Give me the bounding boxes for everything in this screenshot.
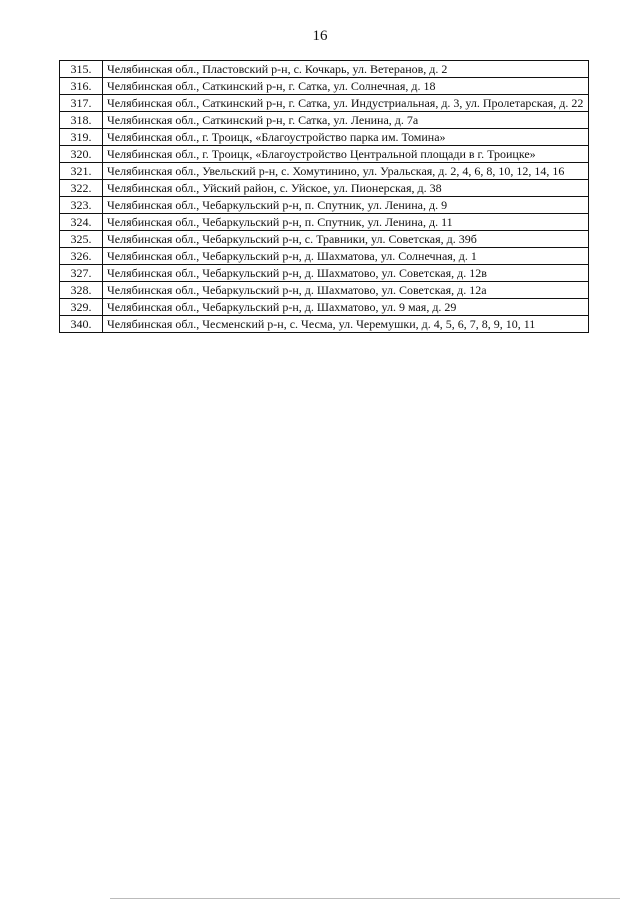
table-row <box>60 163 589 180</box>
row-address: Челябинская обл., Саткинский р-н, г. Сатка, ул. Ленина, д. 7а <box>103 112 589 129</box>
table-row <box>60 146 589 163</box>
row-number: 317. <box>60 95 103 112</box>
row-number: 319. <box>60 129 103 146</box>
row-number: 320. <box>60 146 103 163</box>
row-number: 328. <box>60 282 103 299</box>
row-address: Челябинская обл., Саткинский р-н, г. Сатка, ул. Солнечная, д. 18 <box>103 78 589 95</box>
row-number: 324. <box>60 214 103 231</box>
table-row <box>60 78 589 95</box>
row-address: Челябинская обл., Чебаркульский р-н, д. Шахматова, ул. Солнечная, д. 1 <box>103 248 589 265</box>
row-number: 323. <box>60 197 103 214</box>
row-number: 322. <box>60 180 103 197</box>
row-address: Челябинская обл., Чебаркульский р-н, п. Спутник, ул. Ленина, д. 9 <box>103 197 589 214</box>
row-address: Челябинская обл., г. Троицк, «Благоустройство парка им. Томина» <box>103 129 589 146</box>
row-address: Челябинская обл., Чебаркульский р-н, д. Шахматово, ул. Советская, д. 12в <box>103 265 589 282</box>
row-address: Челябинская обл., Чебаркульский р-н, д. Шахматово, ул. 9 мая, д. 29 <box>103 299 589 316</box>
row-address: Челябинская обл., Саткинский р-н, г. Сатка, ул. Индустриальная, д. 3, ул. Пролетарская, д. 22 <box>103 95 589 112</box>
row-address: Челябинская обл., Чебаркульский р-н, п. Спутник, ул. Ленина, д. 11 <box>103 214 589 231</box>
table-row <box>60 265 589 282</box>
row-number: 315. <box>60 61 103 78</box>
table-row <box>60 231 589 248</box>
row-address: Челябинская обл., Увельский р-н, с. Хомутинино, ул. Уральская, д. 2, 4, 6, 8, 10, 12, 14, 16 <box>103 163 589 180</box>
scan-edge-line <box>110 898 620 899</box>
row-address: Челябинская обл., Чесменский р-н, с. Чесма, ул. Черемушки, д. 4, 5, 6, 7, 8, 9, 10, 11 <box>103 316 589 333</box>
row-number: 325. <box>60 231 103 248</box>
row-address: Челябинская обл., Пластовский р-н, с. Кочкарь, ул. Ветеранов, д. 2 <box>103 61 589 78</box>
row-number: 327. <box>60 265 103 282</box>
row-number: 326. <box>60 248 103 265</box>
row-number: 321. <box>60 163 103 180</box>
table-row <box>60 214 589 231</box>
row-number: 329. <box>60 299 103 316</box>
table-row <box>60 316 589 333</box>
row-number: 340. <box>60 316 103 333</box>
table-row <box>60 282 589 299</box>
table-row <box>60 95 589 112</box>
table-row <box>60 248 589 265</box>
row-number: 318. <box>60 112 103 129</box>
table-row <box>60 129 589 146</box>
table-row <box>60 299 589 316</box>
row-number: 316. <box>60 78 103 95</box>
row-address: Челябинская обл., г. Троицк, «Благоустройство Центральной площади в г. Троицке» <box>103 146 589 163</box>
address-table <box>59 60 589 333</box>
table-row <box>60 61 589 78</box>
row-address: Челябинская обл., Уйский район, с. Уйское, ул. Пионерская, д. 38 <box>103 180 589 197</box>
row-address: Челябинская обл., Чебаркульский р-н, с. Травники, ул. Советская, д. 39б <box>103 231 589 248</box>
row-address: Челябинская обл., Чебаркульский р-н, д. Шахматово, ул. Советская, д. 12а <box>103 282 589 299</box>
table-row <box>60 197 589 214</box>
table-row <box>60 180 589 197</box>
table-row <box>60 112 589 129</box>
page-number: 16 <box>312 28 328 44</box>
